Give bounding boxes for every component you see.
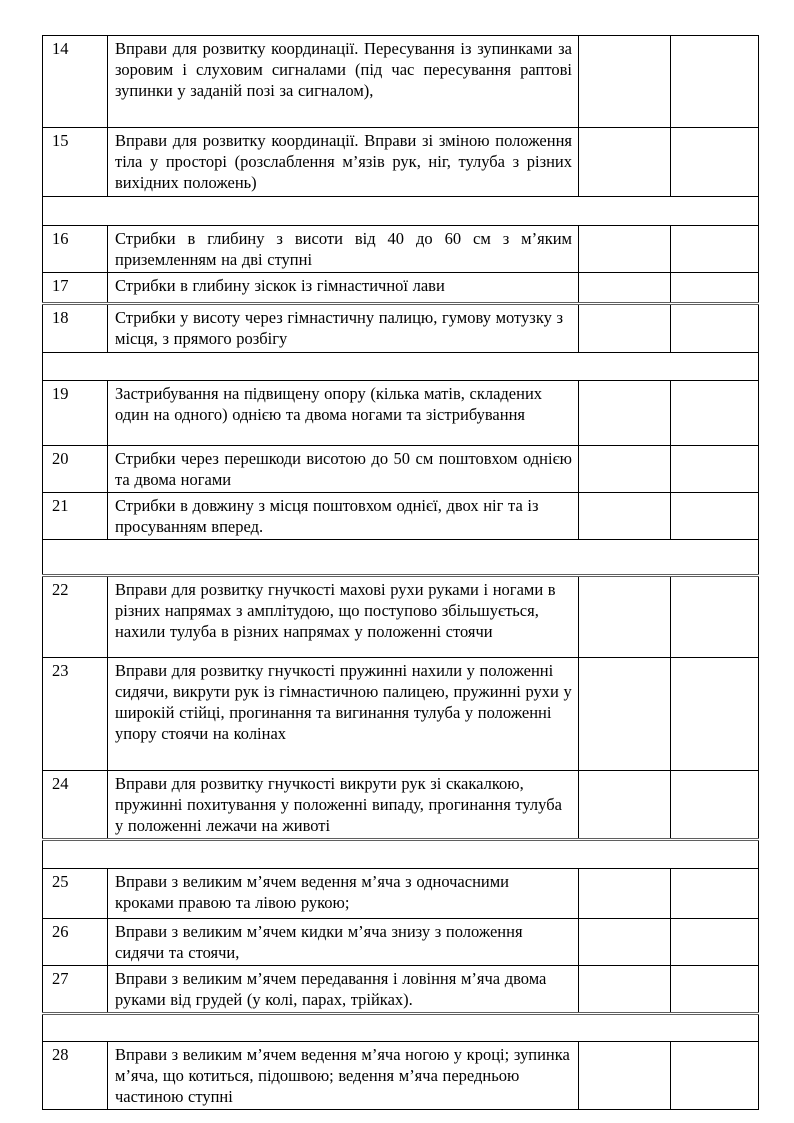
table-row-20 — [43, 446, 759, 493]
row-number: 17 — [43, 273, 108, 304]
table-row-27 — [43, 966, 759, 1014]
table-row-25 — [43, 869, 759, 919]
blank-cell-b — [671, 1042, 759, 1110]
exercise-text: Стрибки в глибину зіскок із гімнастичної лави — [108, 273, 579, 304]
row-number: 15 — [43, 128, 108, 197]
row-number: 22 — [43, 576, 108, 658]
blank-cell-a — [579, 576, 671, 658]
row-number: 27 — [43, 966, 108, 1014]
blank-cell-a — [579, 771, 671, 840]
exercise-text: Стрибки в довжину з місця поштовхом однієї, двох ніг та із просуванням вперед. — [108, 493, 579, 540]
row-number: 28 — [43, 1042, 108, 1110]
blank-cell-a — [579, 658, 671, 771]
exercise-table — [42, 35, 759, 1110]
blank-cell-b — [671, 273, 759, 304]
row-number: 19 — [43, 381, 108, 446]
blank-cell-a — [579, 226, 671, 273]
blank-cell-b — [671, 771, 759, 840]
blank-cell-b — [671, 446, 759, 493]
table-row-23 — [43, 658, 759, 771]
row-number: 20 — [43, 446, 108, 493]
blank-cell-b — [671, 493, 759, 540]
table-row-21 — [43, 493, 759, 540]
blank-cell-b — [671, 226, 759, 273]
exercise-text: Вправи для розвитку гнучкості пружинні нахили у положенні сидячи, викрути рук із гімнастичною палицею, пружинні рухи у широкій стійці, прогинання та вигинання тулуба у положенні упору стоячи на колінах — [108, 658, 579, 771]
blank-cell-b — [671, 966, 759, 1014]
spacer-cell — [43, 1014, 759, 1042]
exercise-text: Вправи для розвитку координації. Вправи зі зміною положення тіла у просторі (розслаблення м’язів рук, ніг, тулуба з різних вихідних положень) — [108, 128, 579, 197]
blank-cell-b — [671, 128, 759, 197]
blank-cell-a — [579, 919, 671, 966]
row-number: 24 — [43, 771, 108, 840]
blank-cell-b — [671, 36, 759, 128]
spacer-row — [43, 540, 759, 576]
blank-cell-a — [579, 304, 671, 353]
blank-cell-b — [671, 658, 759, 771]
table-row-24 — [43, 771, 759, 840]
table-row-22 — [43, 576, 759, 658]
blank-cell-a — [579, 446, 671, 493]
table-row-14 — [43, 36, 759, 128]
row-number: 25 — [43, 869, 108, 919]
spacer-cell — [43, 353, 759, 381]
spacer-cell — [43, 197, 759, 226]
exercise-text: Вправи для розвитку гнучкості махові рухи руками і ногами в різних напрямах з амплітудою, що поступово збільшується, нахили тулуба в різних напрямах у положенні стоячи — [108, 576, 579, 658]
spacer-cell — [43, 540, 759, 576]
blank-cell-b — [671, 869, 759, 919]
row-number: 23 — [43, 658, 108, 771]
spacer-cell — [43, 840, 759, 869]
exercise-text: Стрибки у висоту через гімнастичну палицю, гумову мотузку з місця, з прямого розбігу — [108, 304, 579, 353]
spacer-row — [43, 1014, 759, 1042]
exercise-text: Вправи з великим м’ячем ведення м’яча ногою у кроці; зупинка м’яча, що котиться, підошвою; ведення м’яча передньою частиною ступні — [108, 1042, 579, 1110]
exercise-text: Стрибки в глибину з висоти від 40 до 60 см з м’яким приземленням на дві ступні — [108, 226, 579, 273]
exercise-text: Вправи для розвитку координації. Пересування із зупинками за зоровим і слуховим сигналами (під час пересування раптові зупинки у заданій позі за сигналом), — [108, 36, 579, 128]
blank-cell-b — [671, 381, 759, 446]
spacer-row — [43, 197, 759, 226]
blank-cell-a — [579, 128, 671, 197]
row-number: 26 — [43, 919, 108, 966]
exercise-text: Вправи з великим м’ячем кидки м’яча знизу з положення сидячи та стоячи, — [108, 919, 579, 966]
table-row-18 — [43, 304, 759, 353]
blank-cell-b — [671, 919, 759, 966]
blank-cell-a — [579, 273, 671, 304]
blank-cell-a — [579, 36, 671, 128]
exercise-text: Застрибування на підвищену опору (кілька матів, складених один на одного) однією та двома ногами та зістрибування — [108, 381, 579, 446]
table-row-16 — [43, 226, 759, 273]
table-row-28 — [43, 1042, 759, 1110]
blank-cell-a — [579, 1042, 671, 1110]
blank-cell-a — [579, 869, 671, 919]
blank-cell-b — [671, 304, 759, 353]
blank-cell-a — [579, 493, 671, 540]
table-row-15 — [43, 128, 759, 197]
row-number: 21 — [43, 493, 108, 540]
row-number: 14 — [43, 36, 108, 128]
exercise-text: Вправи з великим м’ячем передавання і ловіння м’яча двома руками від грудей (у колі, парах, трійках). — [108, 966, 579, 1014]
blank-cell-a — [579, 966, 671, 1014]
blank-cell-b — [671, 576, 759, 658]
table-row-17 — [43, 273, 759, 304]
row-number: 16 — [43, 226, 108, 273]
table-row-19 — [43, 381, 759, 446]
exercise-text: Вправи для розвитку гнучкості викрути рук зі скакалкою, пружинні похитування у положенні випаду, прогинання тулуба у положенні лежачи на животі — [108, 771, 579, 840]
exercise-text: Стрибки через перешкоди висотою до 50 см поштовхом однією та двома ногами — [108, 446, 579, 493]
spacer-row — [43, 840, 759, 869]
row-number: 18 — [43, 304, 108, 353]
spacer-row — [43, 353, 759, 381]
exercise-text: Вправи з великим м’ячем ведення м’яча з одночасними кроками правою та лівою рукою; — [108, 869, 579, 919]
blank-cell-a — [579, 381, 671, 446]
table-row-26 — [43, 919, 759, 966]
